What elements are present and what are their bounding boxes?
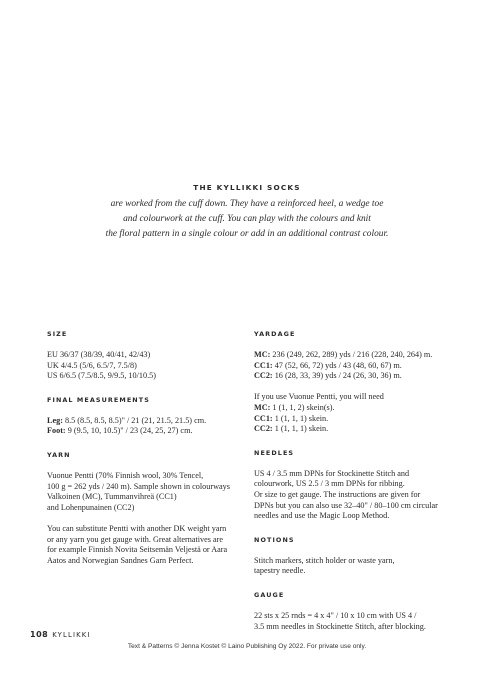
description-line: the floral pattern in a single colour or add in an additional contrast colour. [105,229,389,239]
foot-label: Foot: [47,426,66,436]
pattern-title: THE KYLLIKKI SOCKS [193,183,301,192]
needles-heading: NEEDLES [254,448,295,457]
needles-section [254,449,454,522]
measurements-heading: FINAL MEASUREMENTS [47,395,150,404]
cc1-label: CC1: [254,360,273,370]
page-number: 108 [30,630,49,639]
yardage-section [254,330,454,435]
notions-heading: NOTIONS [254,535,295,544]
description-line: and colourwork at the cuff. You can play with the colours and knit [123,214,371,224]
notions-line: tapestry needle. [254,566,306,576]
yardage-mc [254,350,454,361]
cc2-label: CC2: [254,371,273,381]
alt-cc2-label: CC2: [254,424,273,434]
yarn-substitute-line: or any yarn you get gauge with. Great alternatives are [47,534,223,544]
needles-line: colourwork, US 2.5 / 3 mm DPNs for ribbing. [254,479,405,489]
final-measurements-section [47,396,237,437]
size-uk: UK 4/4.5 (5/6, 6.5/7, 7.5/8) [47,360,137,370]
yarn-substitute-line: for example Finnish Novita Seitsemän Veljestä or Aara [47,545,228,555]
yarn-line: Valkoinen (MC), Tummanvihreä (CC1) [47,492,177,502]
left-column [47,330,237,580]
right-column [254,330,454,646]
alt-mc-label: MC: [254,402,271,412]
cc1-value: 47 (52, 66, 72) yds / 43 (48, 60, 67) m. [272,360,402,370]
pattern-description [60,197,434,242]
foot-measurement [47,426,237,437]
needles-line: US 4 / 3.5 mm DPNs for Stockinette Stitch and [254,468,410,478]
cc2-value: 16 (28, 33, 39) yds / 24 (26, 30, 36) m. [272,371,402,381]
leg-label: Leg: [47,415,63,425]
yarn-heading: YARN [47,450,71,459]
vuonue-mc [254,403,454,414]
mc-label: MC: [254,350,271,359]
yardage-cc1 [254,361,454,372]
copyright-notice: Text & Patterns © Jenna Kostet © Laino Publishing Oy 2022. For private use only. [127,643,367,650]
yarn-substitute-line: You can substitute Pentti with another DK weight yarn [47,523,227,533]
mc-value: 236 (249, 262, 289) yds / 216 (228, 240, 264) m. [270,350,433,359]
size-heading: SIZE [47,330,68,338]
yardage-cc2 [254,371,454,382]
gauge-line: 3.5 mm needles in Stockinette Stitch, after blocking. [254,621,426,631]
size-us: US 6/6.5 (7.5/8.5, 9/9.5, 10/10.5) [47,371,156,381]
yarn-line: Vuonue Pentti (70% Finnish wool, 30% Tencel, [47,470,204,480]
foot-value: 9 (9.5, 10, 10.5)" / 23 (24, 25, 27) cm. [65,426,193,436]
vuonue-cc2 [254,424,454,435]
needles-line: DPNs but you can also use 32–40" / 80–100 cm circular [254,500,438,510]
leg-measurement [47,416,237,427]
size-section [47,330,237,382]
needles-line: needles and use the Magic Loop Method. [254,511,390,521]
gauge-section [254,591,454,632]
yardage-heading: YARDAGE [254,330,296,338]
needles-line: Or size to get gauge. The instructions are given for [254,489,421,499]
yarn-line: and Lohenpunainen (CC2) [47,502,135,512]
intro-section [60,183,434,242]
yarn-section [47,451,237,566]
alt-cc2-value: 1 (1, 1, 1) skein. [272,424,329,434]
page-footer [30,630,91,639]
book-brand: KYLLIKKI [52,631,91,639]
notions-section [254,536,454,577]
leg-value: 8.5 (8.5, 8.5, 8.5)" / 21 (21, 21.5, 21.5) cm. [62,415,207,425]
alt-mc-value: 1 (1, 1, 2) skein(s). [270,402,335,412]
yarn-substitute-line: Aatos and Norwegian Sandnes Garn Perfect. [47,555,194,565]
alt-cc1-label: CC1: [254,413,273,423]
description-line: are worked from the cuff down. They have a reinforced heel, a wedge toe [110,199,384,209]
gauge-line: 22 sts x 25 rnds = 4 x 4" / 10 x 10 cm with US 4 / [254,610,417,620]
size-eu: EU 36/37 (38/39, 40/41, 42/43) [47,350,151,359]
vuonue-cc1 [254,414,454,425]
gauge-heading: GAUGE [254,590,285,599]
yarn-line: 100 g = 262 yds / 240 m). Sample shown in colourways [47,481,230,491]
notions-line: Stitch markers, stitch holder or waste yarn, [254,555,395,565]
alt-cc1-value: 1 (1, 1, 1) skein. [272,413,329,423]
vuonue-intro: If you use Vuonue Pentti, you will need [254,392,384,402]
